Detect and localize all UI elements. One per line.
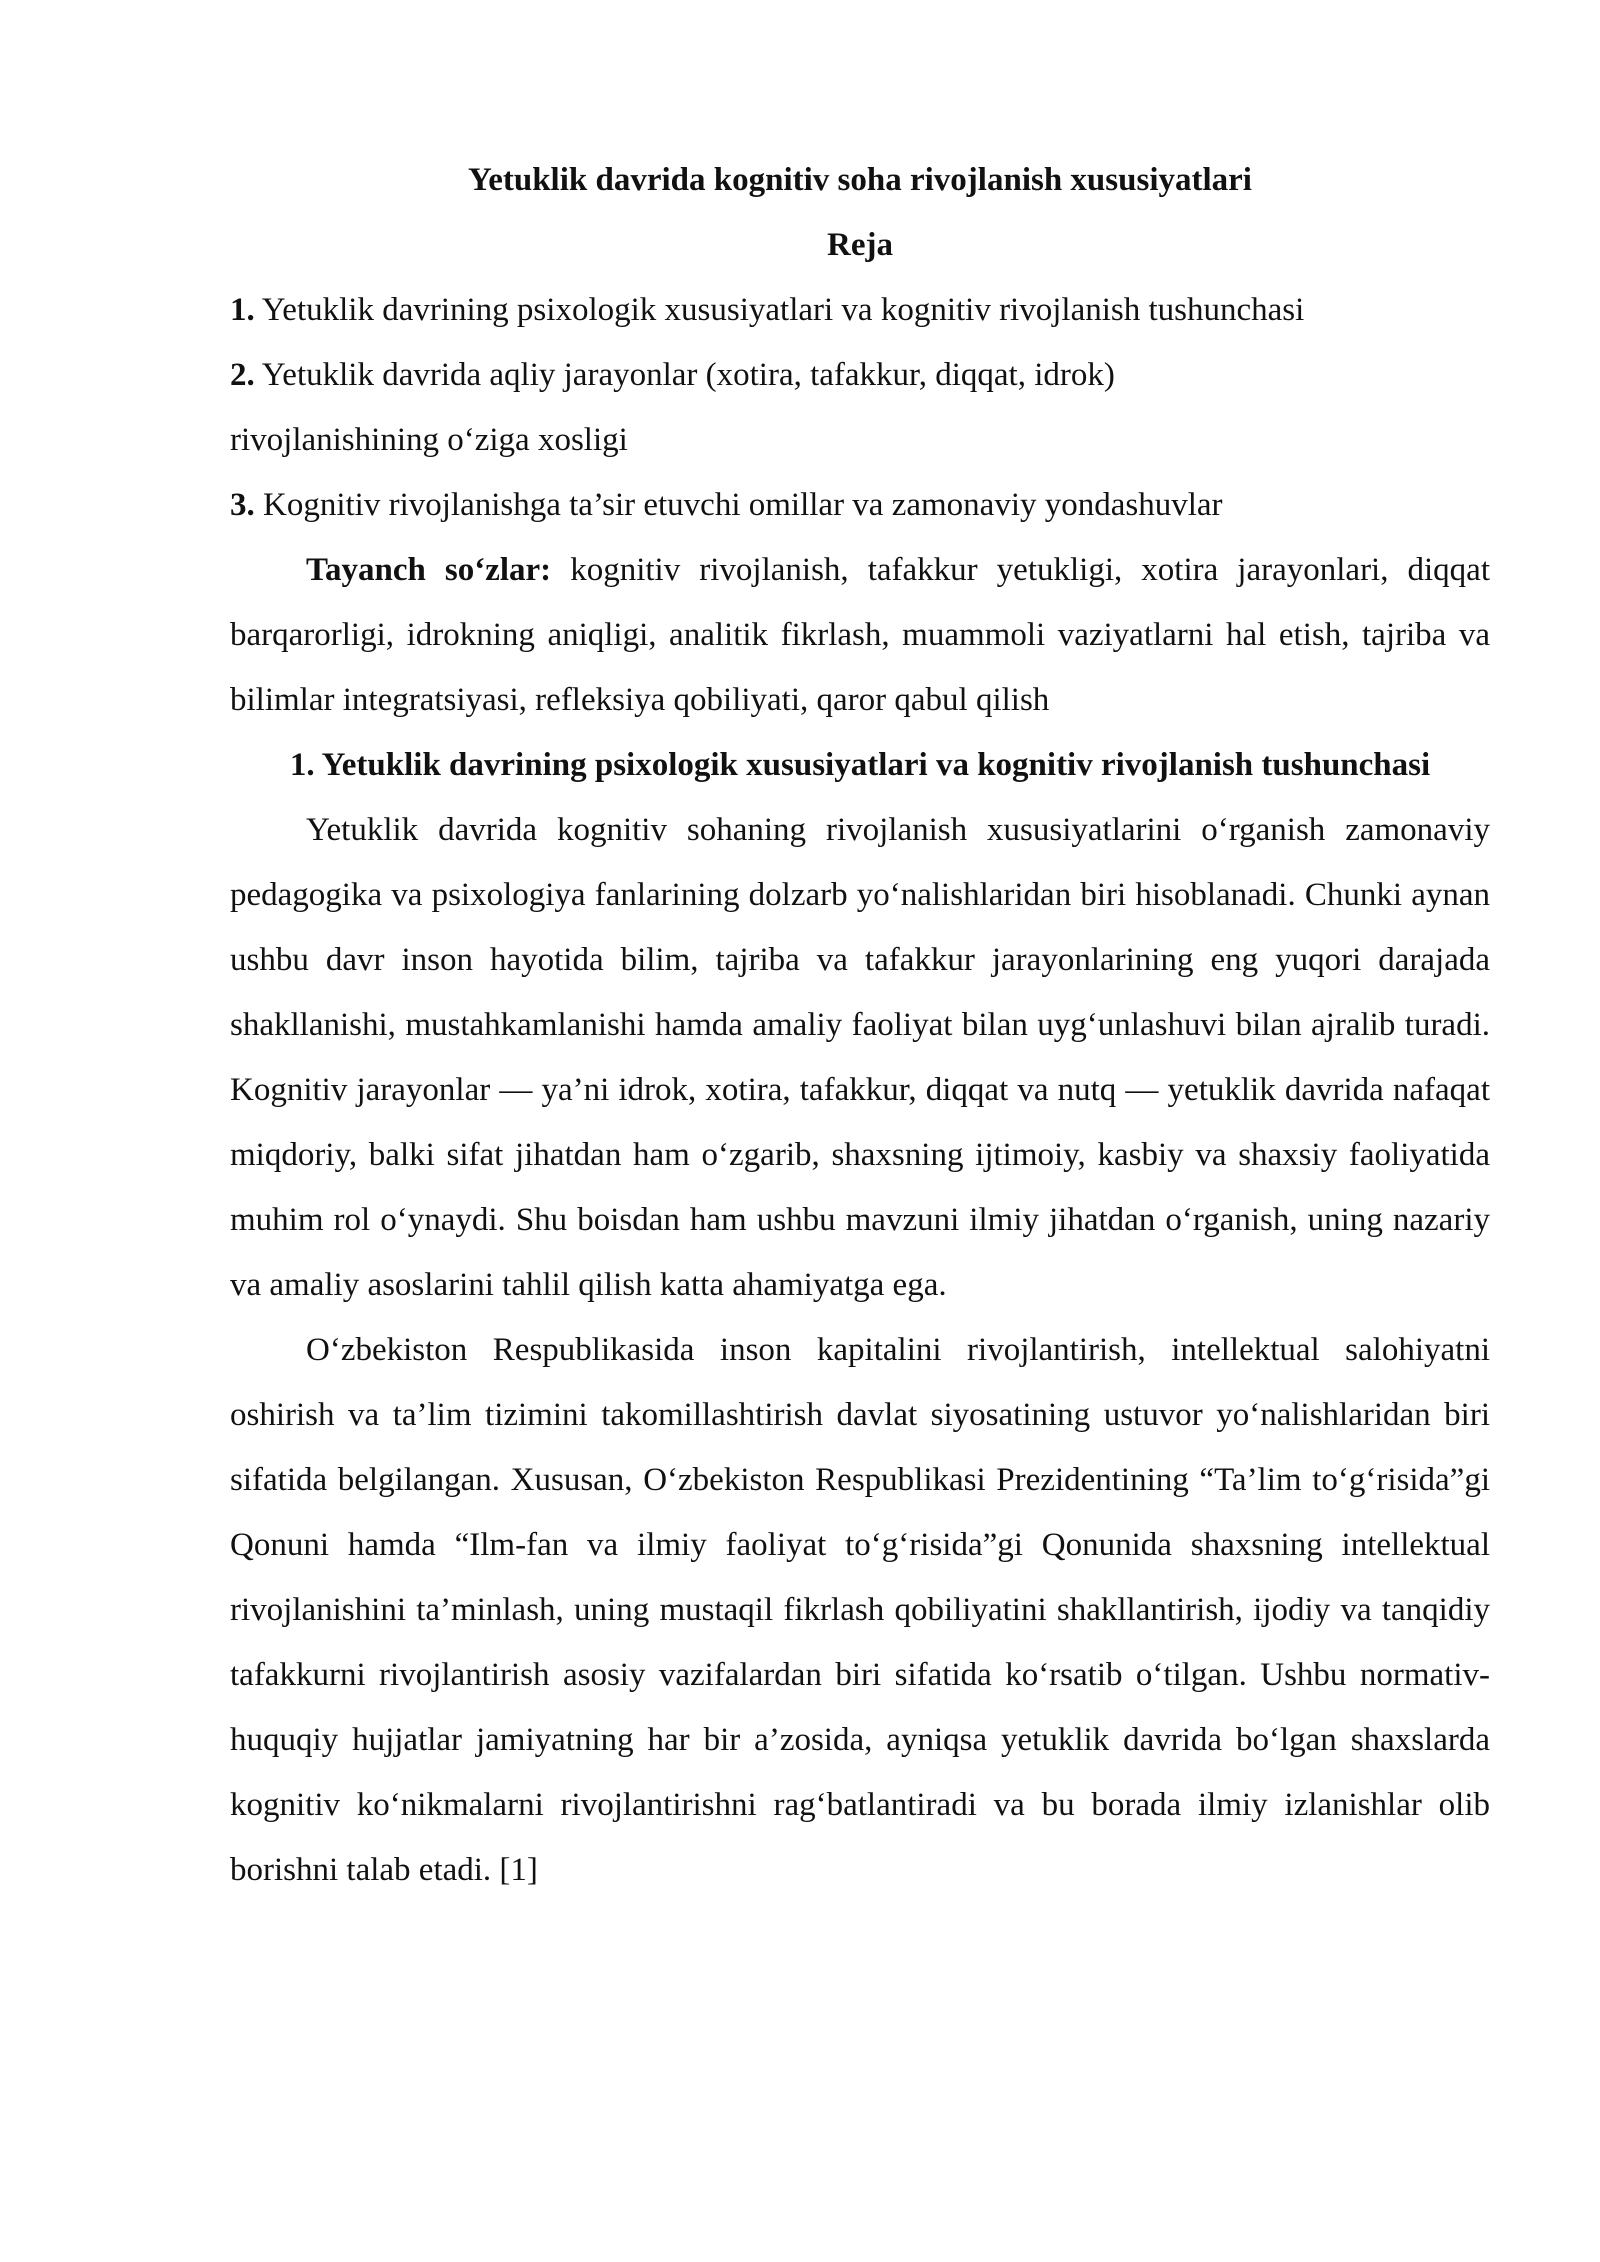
keywords-text: kognitiv rivojlanish, tafakkur yetukligi, xotira jarayonlari, diqqat barqarorligi, idrokning aniqligi, analitik fikrlash, muammoli vaziyatlarni hal etish, tajriba va bilimlar integratsiyasi, refleksiya qobiliyati, qaror qabul qilish (230, 552, 1490, 718)
body-paragraph: Yetuklik davrida kognitiv sohaning rivojlanish xususiyatlarini o‘rganish zamonaviy pedagogika va psixologiya fanlarining dolzarb yo‘nalishlaridan biri hisoblanadi. Chunki aynan ushbu davr inson hayotida bilim, tajriba va tafakkur jarayonlarining eng yuqori darajada shakllanishi, mustahkamlanishi hamda amaliy faoliyat bilan uyg‘unlashuvi bilan ajralib turadi. Kognitiv jarayonlar — ya’ni idrok, xotira, tafakkur, diqqat va nutq — yetuklik davrida nafaqat miqdoriy, balki sifat jihatdan ham o‘zgarib, shaxsning ijtimoiy, kasbiy va shaxsiy faoliyatida muhim rol o‘ynaydi. Shu boisdan ham ushbu mavzuni ilmiy jihatdan o‘rganish, uning nazariy va amaliy asoslarini tahlil qilish katta ahamiyatga ega. (230, 812, 1490, 1303)
body-paragraph: O‘zbekiston Respublikasida inson kapitalini rivojlantirish, intellektual salohiyatni oshirish va ta’lim tizimini takomillashtirish davlat siyosatining ustuvor yo‘nalishlaridan biri sifatida belgilangan. Xususan, O‘zbekiston Respublikasi Prezidentining “Ta’lim to‘g‘risida”gi Qonuni hamda “Ilm-fan va ilmiy faoliyat to‘g‘risida”gi Qonunida shaxsning intellektual rivojlanishini ta’minlash, uning mustaqil fikrlash qobiliyatini shakllantirish, ijodiy va tanqidiy tafakkurni rivojlantirish asosiy vazifalardan biri sifatida ko‘rsatib o‘tilgan. Ushbu normativ-huquqiy hujjatlar jamiyatning har bir a’zosida, ayniqsa yetuklik davrida bo‘lgan shaxslarda kognitiv ko‘nikmalarni rivojlantirishni rag‘batlantiradi va bu borada ilmiy izlanishlar olib borishni talab etadi. [1] (230, 1332, 1490, 1888)
document-title: Yetuklik davrida kognitiv soha rivojlanish xususiyatlari (468, 162, 1252, 198)
plan-item (230, 473, 1490, 538)
document-page (230, 148, 1490, 1903)
keywords-paragraph (230, 538, 1490, 733)
plan-item-text: Yetuklik davrida aqliy jarayonlar (xotira, tafakkur, diqqat, idrok) rivojlanishining o‘ziga xosligi (230, 357, 1115, 458)
plan-item (230, 343, 1260, 473)
plan-heading: Reja (827, 227, 893, 263)
plan-list (230, 278, 1490, 538)
keywords-label: Tayanch so‘zlar: (306, 552, 552, 588)
plan-item-text: Kognitiv rivojlanishga ta’sir etuvchi omillar va zamonaviy yondashuvlar (254, 487, 1223, 523)
plan-item-text: Yetuklik davrining psixologik xususiyatlari va kognitiv rivojlanish tushunchasi (254, 292, 1305, 328)
plan-item-number: 2. (230, 357, 255, 393)
section-heading: 1. Yetuklik davrining psixologik xususiyatlari va kognitiv rivojlanish tushunchasi (289, 747, 1431, 783)
plan-item-number: 3. (230, 487, 255, 523)
plan-item (230, 278, 1490, 343)
plan-item-number: 1. (230, 292, 255, 328)
